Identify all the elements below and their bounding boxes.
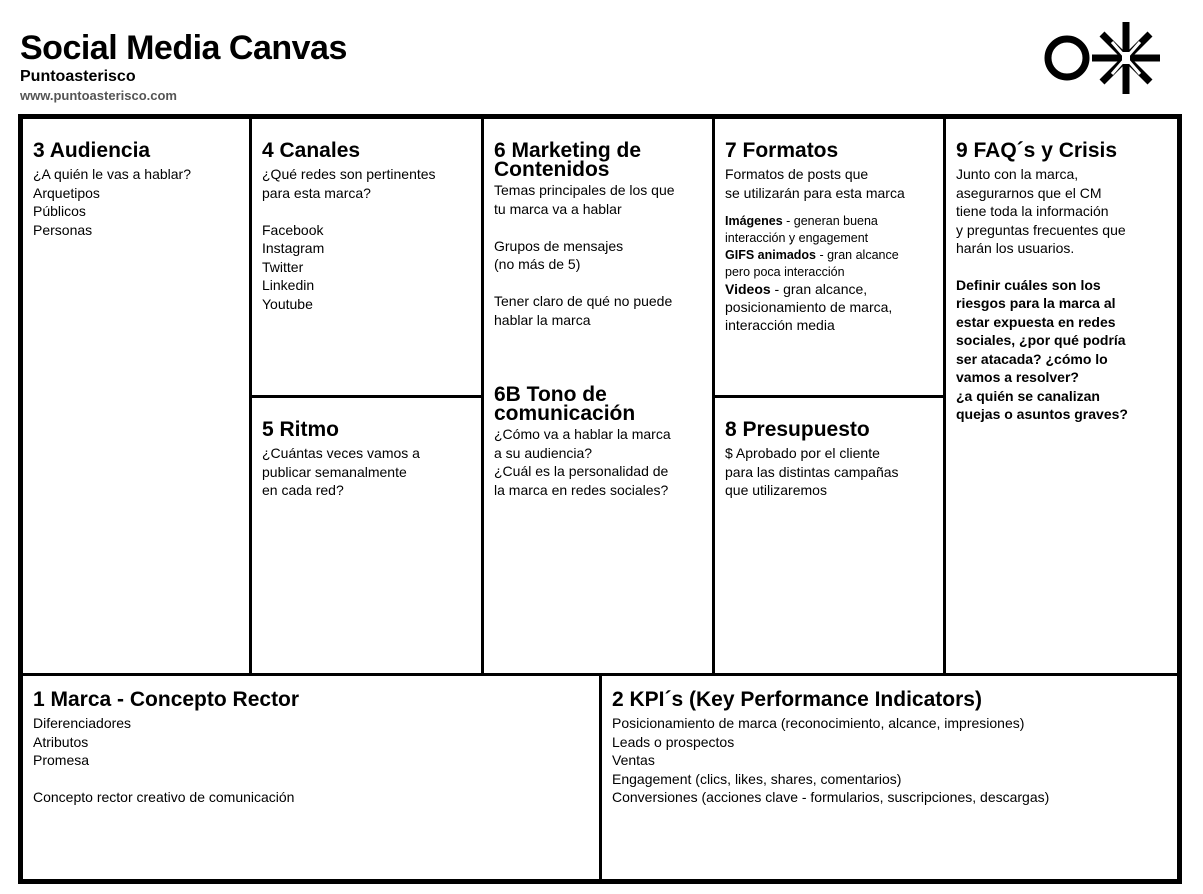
website-url: www.puntoasterisco.com xyxy=(20,88,177,103)
asterisk-logo-icon xyxy=(1040,14,1164,102)
videos-label: Videos xyxy=(725,281,771,297)
crisis-text: Definir cuáles son los riesgos para la marca al estar expuesta en redes sociales, ¿por qué podría ser atacada? ¿cómo lo vamos a resolver? ¿a quién se canalizan quejas o asuntos graves? xyxy=(956,276,1128,422)
section-title: 5 Ritmo xyxy=(262,418,340,441)
section-title: 9 FAQ´s y Crisis xyxy=(956,139,1118,162)
section-body: ¿Cuántas veces vamos a publicar semanalmente en cada red? xyxy=(262,445,420,498)
kpis-section xyxy=(602,676,1177,879)
faq-section xyxy=(946,119,1177,673)
section-body: Junto con la marca, asegurarnos que el CM tiene toda la información y preguntas frecuentes que harán los usuarios. xyxy=(956,166,1126,256)
header xyxy=(20,30,347,104)
audiencia-section xyxy=(23,119,249,673)
imagenes-text: - generan buena interacción y engagement xyxy=(725,214,878,245)
page-subtitle: Puntoasterisco xyxy=(20,68,136,85)
section-title: 3 Audiencia xyxy=(33,139,151,162)
ritmo-section xyxy=(252,398,481,673)
section-body: Diferenciadores Atributos Promesa Concepto rector creativo de comunicación xyxy=(33,715,295,805)
marca-section xyxy=(23,676,599,879)
section-title: 1 Marca - Concepto Rector xyxy=(33,688,300,711)
section-body: ¿Cómo va a hablar la marca a su audiencia? ¿Cuál es la personalidad de la marca en redes sociales? xyxy=(494,426,671,498)
section-title: 8 Presupuesto xyxy=(725,418,870,441)
section-body: ¿Qué redes son pertinentes para esta marca? Facebook Instagram Twitter Linkedin Youtube xyxy=(262,166,436,312)
gifs-text: - gran alcance pero poca interacción xyxy=(725,248,899,279)
canales-section xyxy=(252,119,481,395)
gifs-label: GIFS animados xyxy=(725,248,816,262)
videos-text: - gran alcance, posicionamiento de marca, interacción media xyxy=(725,281,893,333)
section-title: 2 KPI´s (Key Performance Indicators) xyxy=(612,688,982,711)
section-title: 4 Canales xyxy=(262,139,361,162)
presupuesto-section xyxy=(715,398,943,673)
marketing-section xyxy=(484,119,712,369)
section-title: 6 Marketing de Contenidos xyxy=(494,139,642,181)
section-title: 6B Tono de comunicación xyxy=(494,383,636,425)
section-body: $ Aprobado por el cliente para las distintas campañas que utilizaremos xyxy=(725,445,899,498)
formatos-section xyxy=(715,119,943,395)
canvas-board xyxy=(18,114,1182,884)
section-body: Temas principales de los que tu marca va a hablar Grupos de mensajes (no más de 5) Tener claro de qué no puede hablar la marca xyxy=(494,182,675,328)
page-title: Social Media Canvas xyxy=(20,29,347,67)
formatos-list xyxy=(725,213,943,335)
section-body: Posicionamiento de marca (reconocimiento, alcance, impresiones) Leads o prospectos Ventas Engagement (clics, likes, shares, comentarios) Conversiones (acciones clave - formularios, suscripciones, descargas) xyxy=(612,715,1050,805)
section-title: 7 Formatos xyxy=(725,139,839,162)
section-body: Formatos de posts que se utilizarán para esta marca xyxy=(725,166,905,201)
section-body: ¿A quién le vas a hablar? Arquetipos Públicos Personas xyxy=(33,166,191,238)
imagenes-label: Imágenes xyxy=(725,214,783,228)
tono-section xyxy=(484,363,712,673)
